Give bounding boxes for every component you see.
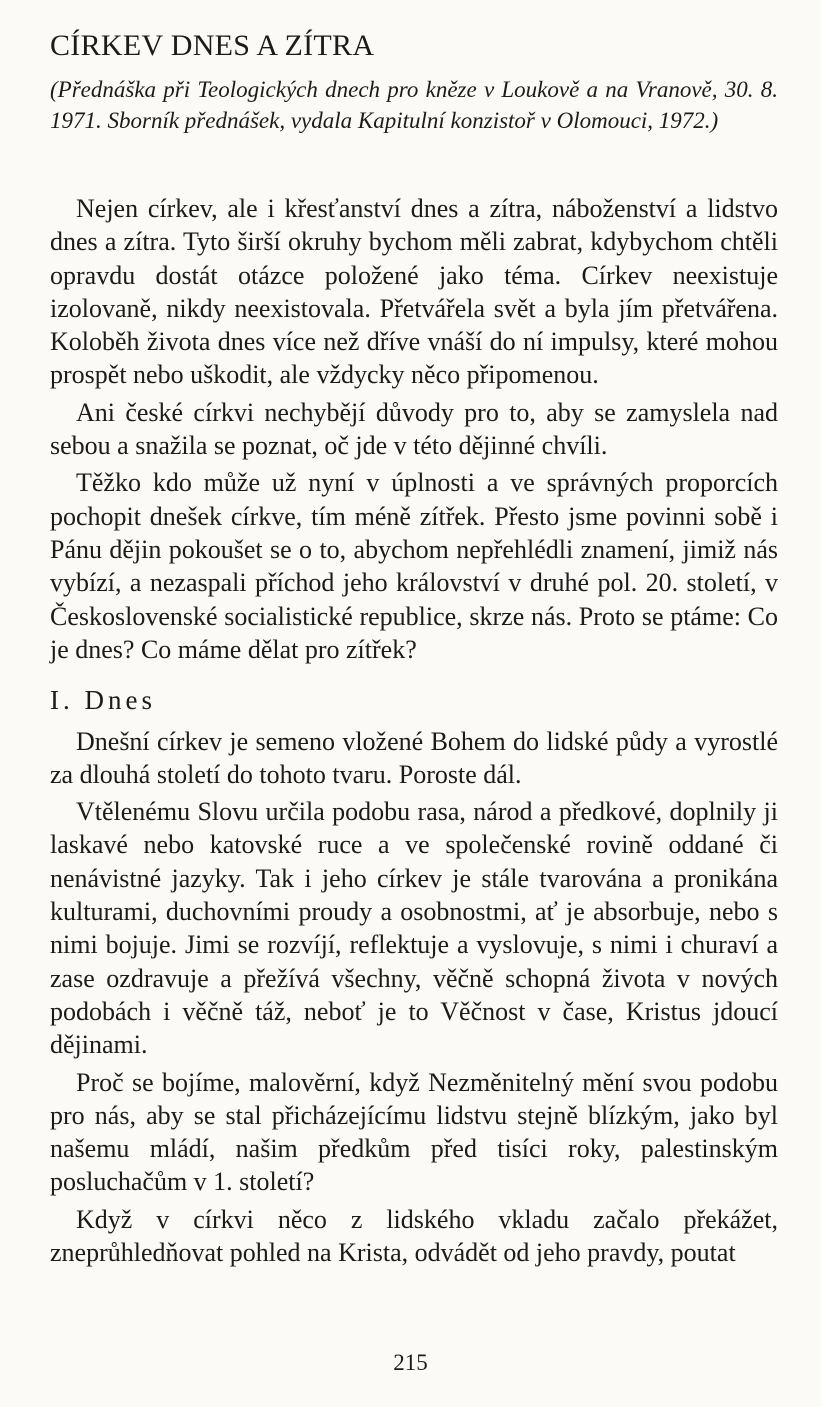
paragraph: Nejen církev, ale i křesťanství dnes a zítra, náboženství a lidstvo dnes a zítra. Tyto širší okruhy bychom měli zabrat, kdybychom chtěli opravdu dostát otázce položené jako téma. Církev neexistuje izolovaně, nikdy neexistovala. Přetvářela svět a byla jím přetvářena. Koloběh života dnes více než dříve vnáší do ní impulsy, které mohou prospět nebo uškodit, ale vždycky něco připomenou. — [50, 194, 778, 390]
chapter-subtitle: (Přednáška při Teologických dnech pro kněze v Loukově a na Vranově, 30. 8. 1971. Sborník přednášek, vydala Kapitulní konzistoř v Olomouci, 1972.) — [50, 77, 778, 133]
paragraph: Dnešní církev je semeno vložené Bohem do lidské půdy a vyrostlé za dlouhá století do tohoto tvaru. Poroste dál. — [50, 726, 778, 789]
section-heading: I. Dnes — [50, 685, 156, 716]
paragraph: Ani české církvi nechybějí důvody pro to, aby se zamyslela nad sebou a snažila se poznat, oč jde v této dějinné chvíli. — [50, 397, 778, 461]
chapter-title: CÍRKEV DNES A ZÍTRA — [50, 29, 375, 62]
paragraph: Těžko kdo může už nyní v úplnosti a ve správných proporcích pochopit dnešek církve, tím méně zítřek. Přesto jsme povinni sobě i Pánu dějin pokoušet se o to, abychom nepřehlédli znamení, jimiž nás vybízí, a nezaspali příchod jeho království v druhé pol. 20. století, v Československé socialistické republice, skrze nás. Proto se ptáme: Co je dnes? Co máme dělat pro zítřek? — [50, 468, 778, 664]
paragraph: Když v církvi něco z lidského vkladu začalo překážet, zneprůhledňovat pohled na Krista, odvádět od jeho pravdy, poutat — [50, 1204, 778, 1267]
book-page — [50, 28, 778, 1273]
page-number: 215 — [393, 1350, 428, 1375]
paragraph: Vtělenému Slovu určila podobu rasa, národ a předkové, doplnily ji laskavé nebo katovské ruce a ve společenské rovině oddané či nenávistné jazyky. Tak i jeho církev je stále tvarována a pronikána kulturami, duchovními proudy a osobnostmi, ať je absorbuje, nebo s nimi bojuje. Jimi se rozvíjí, reflektuje a vyslovuje, s nimi i churaví a zase ozdravuje a přežívá všechny, věčně schopná života v nových podobách i věčně táž, neboť je to Věčnost v čase, Kristus jdoucí dějinami. — [50, 797, 778, 1060]
paragraph: Proč se bojíme, malověrní, když Nezměnitelný mění svou podobu pro nás, aby se stal přicházejícímu lidstvu stejně blízkým, jako byl našemu mládí, našim předkům před tisíci roky, palestinským posluchačům v 1. století? — [50, 1067, 778, 1197]
